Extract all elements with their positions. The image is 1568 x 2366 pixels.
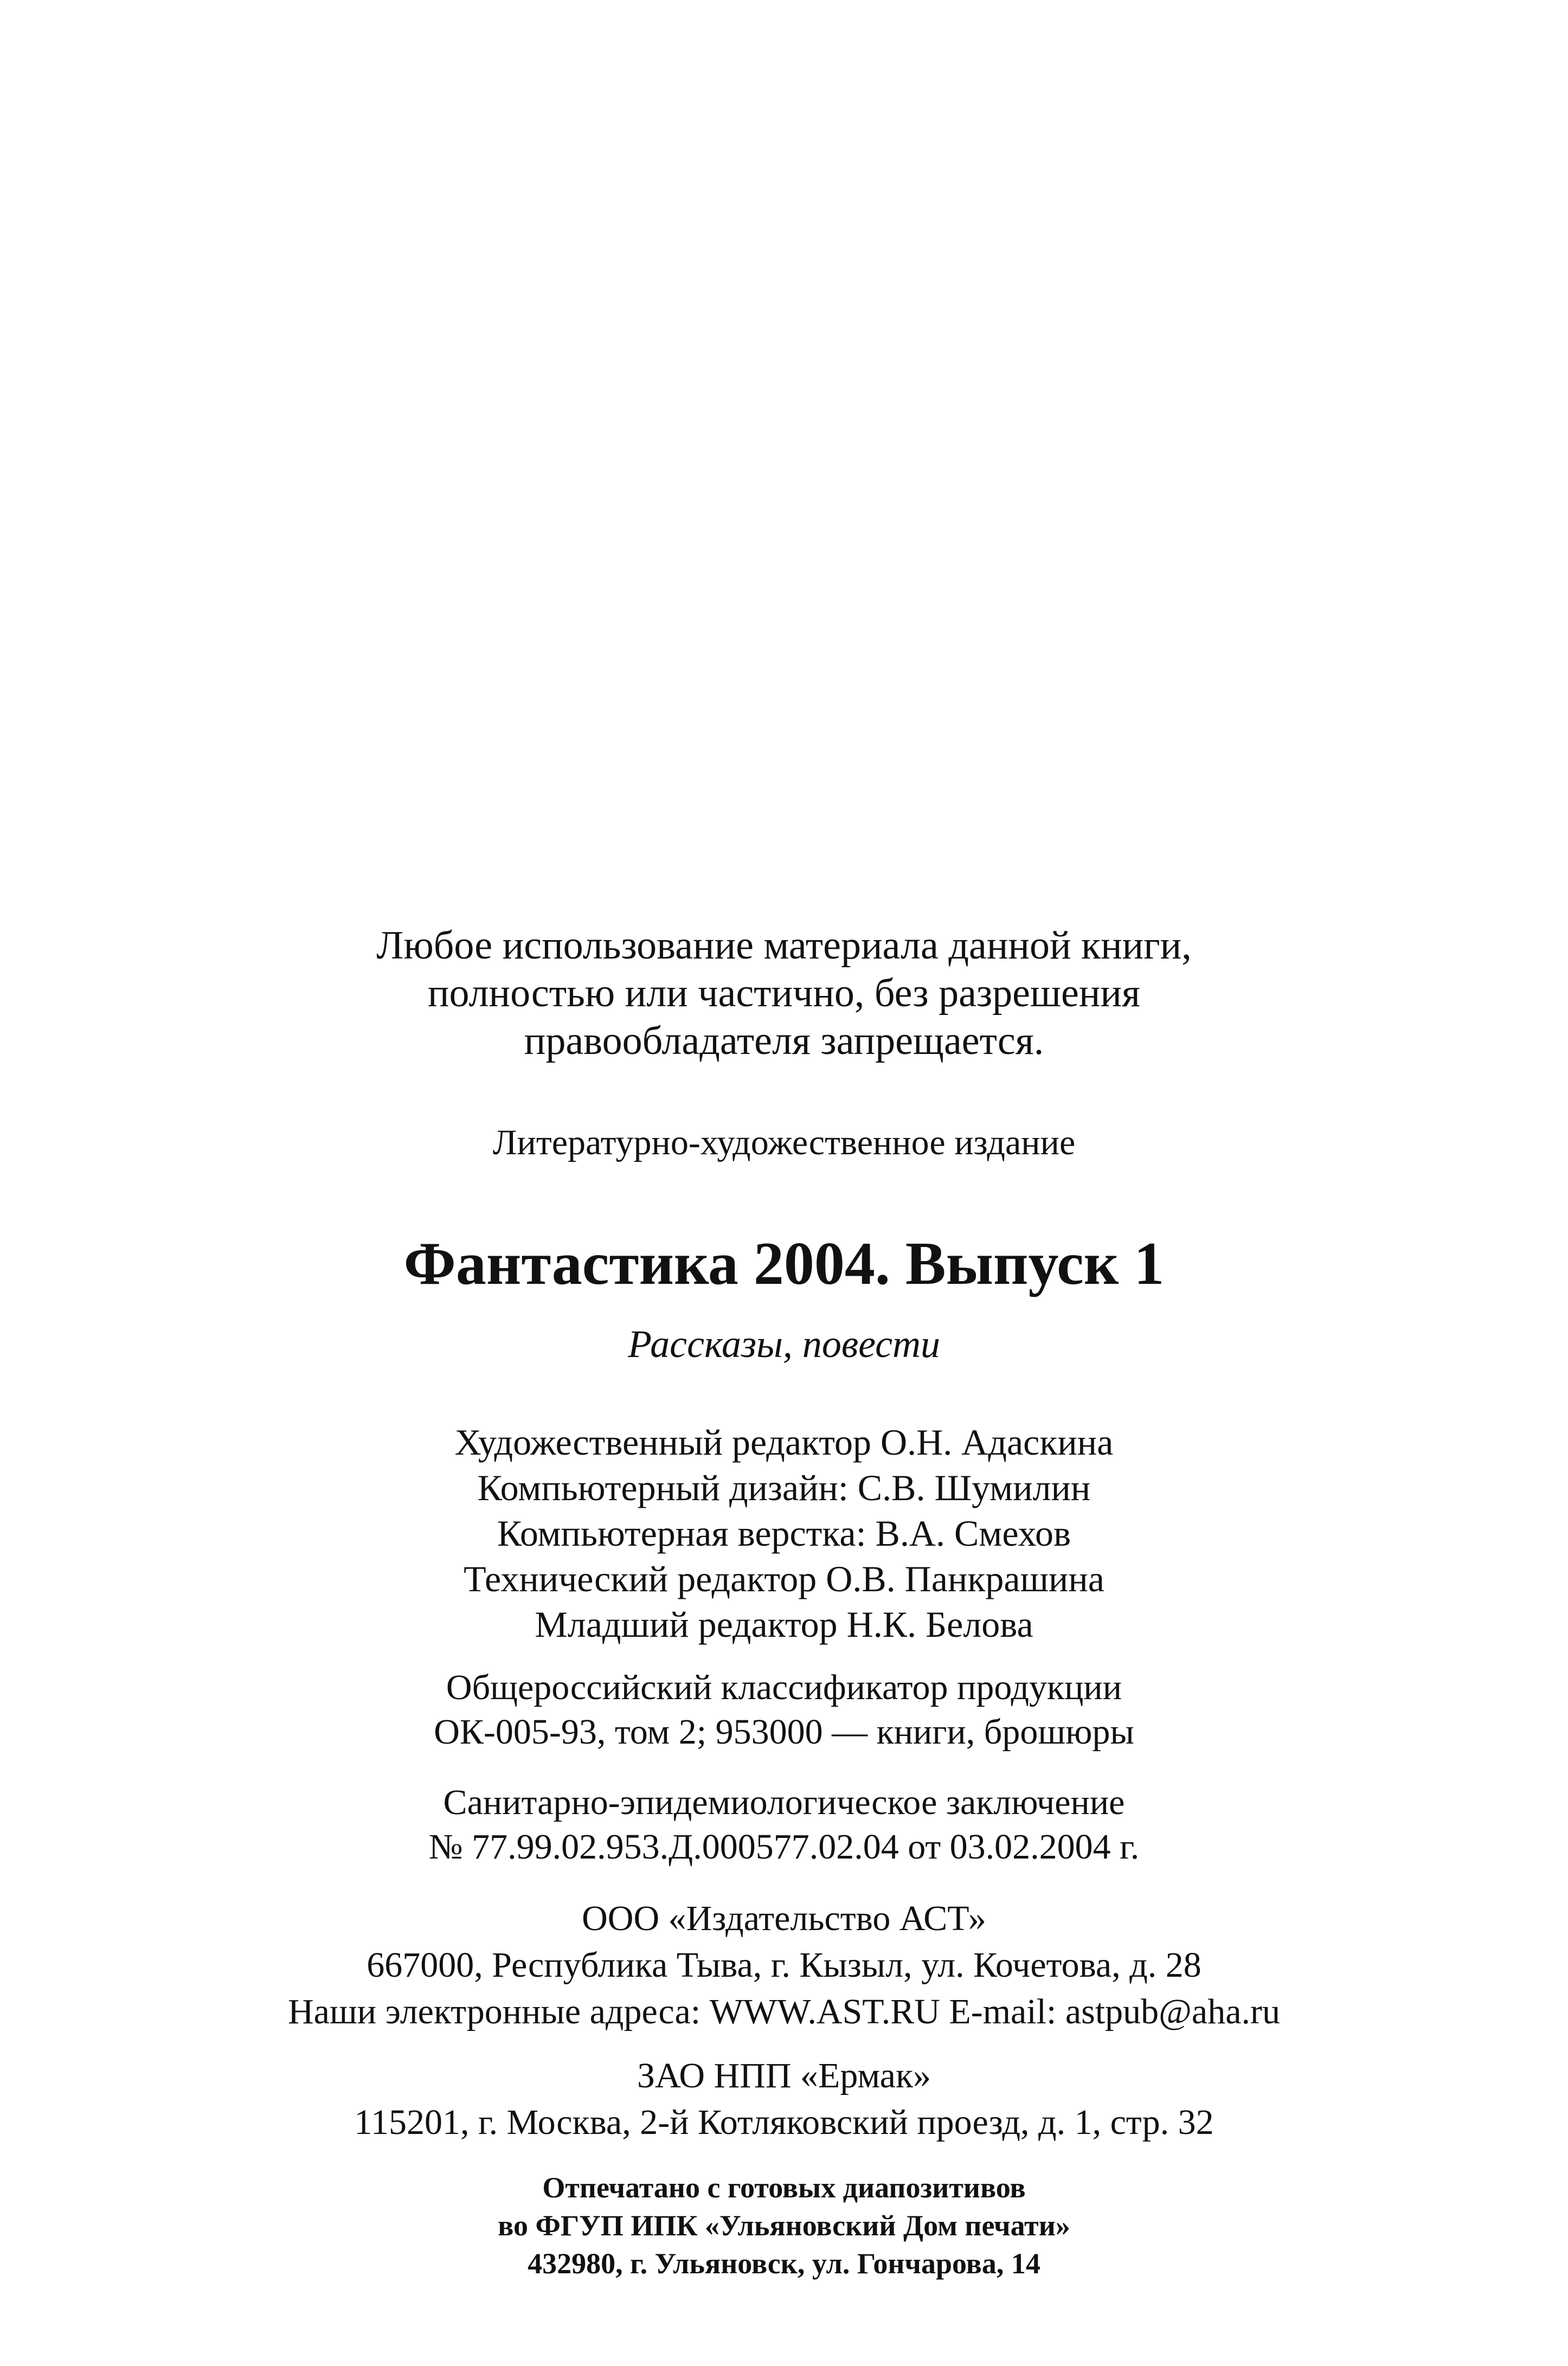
credit-line: Компьютерный дизайн: С.В. Шумилин (477, 1467, 1091, 1508)
edition-genre (0, 1121, 1568, 1165)
printer-line: 115201, г. Москва, 2-й Котляковский проезд, д. 1, стр. 32 (354, 2103, 1214, 2142)
editorial-credits (0, 1419, 1568, 1647)
publisher-line: Наши электронные адреса: WWW.AST.RU E-mail: astpub@aha.ru (287, 1992, 1281, 2031)
copyright-notice (0, 922, 1568, 1065)
copyright-notice-line: полностью или частично, без разрешения (427, 971, 1141, 1015)
publisher-line: ООО «Издательство АСТ» (582, 1899, 986, 1938)
printer-info (0, 2053, 1568, 2146)
book-title-text: Фантастика 2004. Выпуск 1 (403, 1230, 1165, 1297)
classifier-line: Общероссийский классификатор продукции (446, 1668, 1122, 1707)
edition-genre-text: Литературно-художественное издание (492, 1123, 1076, 1162)
printing-note (0, 2169, 1568, 2283)
product-classifier (0, 1666, 1568, 1754)
classifier-line: ОК-005-93, том 2; 953000 — книги, брошюры (434, 1712, 1134, 1752)
book-title (0, 1229, 1568, 1299)
copyright-notice-line: правообладателя запрещается. (524, 1019, 1044, 1063)
credit-line: Художественный редактор О.Н. Адаскина (454, 1422, 1114, 1463)
sanitary-line: Санитарно-эпидемиологическое заключение (443, 1783, 1125, 1822)
sanitary-conclusion (0, 1780, 1568, 1869)
book-subtitle (0, 1321, 1568, 1367)
sanitary-line: № 77.99.02.953.Д.000577.02.04 от 03.02.2004 г. (428, 1827, 1140, 1867)
printing-note-line: 432980, г. Ульяновск, ул. Гончарова, 14 (528, 2247, 1040, 2280)
publisher-line: 667000, Республика Тыва, г. Кызыл, ул. Кочетова, д. 28 (367, 1945, 1201, 1985)
printing-note-line: Отпечатано с готовых диапозитивов (542, 2171, 1026, 2204)
printing-note-line: во ФГУП ИПК «Ульяновский Дом печати» (498, 2209, 1070, 2242)
book-subtitle-text: Рассказы, повести (627, 1322, 941, 1366)
credit-line: Младший редактор Н.К. Белова (535, 1604, 1033, 1645)
credit-line: Компьютерная верстка: В.А. Смехов (497, 1513, 1071, 1554)
printer-line: ЗАО НПП «Ермак» (637, 2056, 931, 2095)
credit-line: Технический редактор О.В. Панкрашина (464, 1558, 1104, 1599)
copyright-notice-line: Любое использование материала данной книги, (376, 923, 1192, 968)
publisher-info (0, 1895, 1568, 2035)
